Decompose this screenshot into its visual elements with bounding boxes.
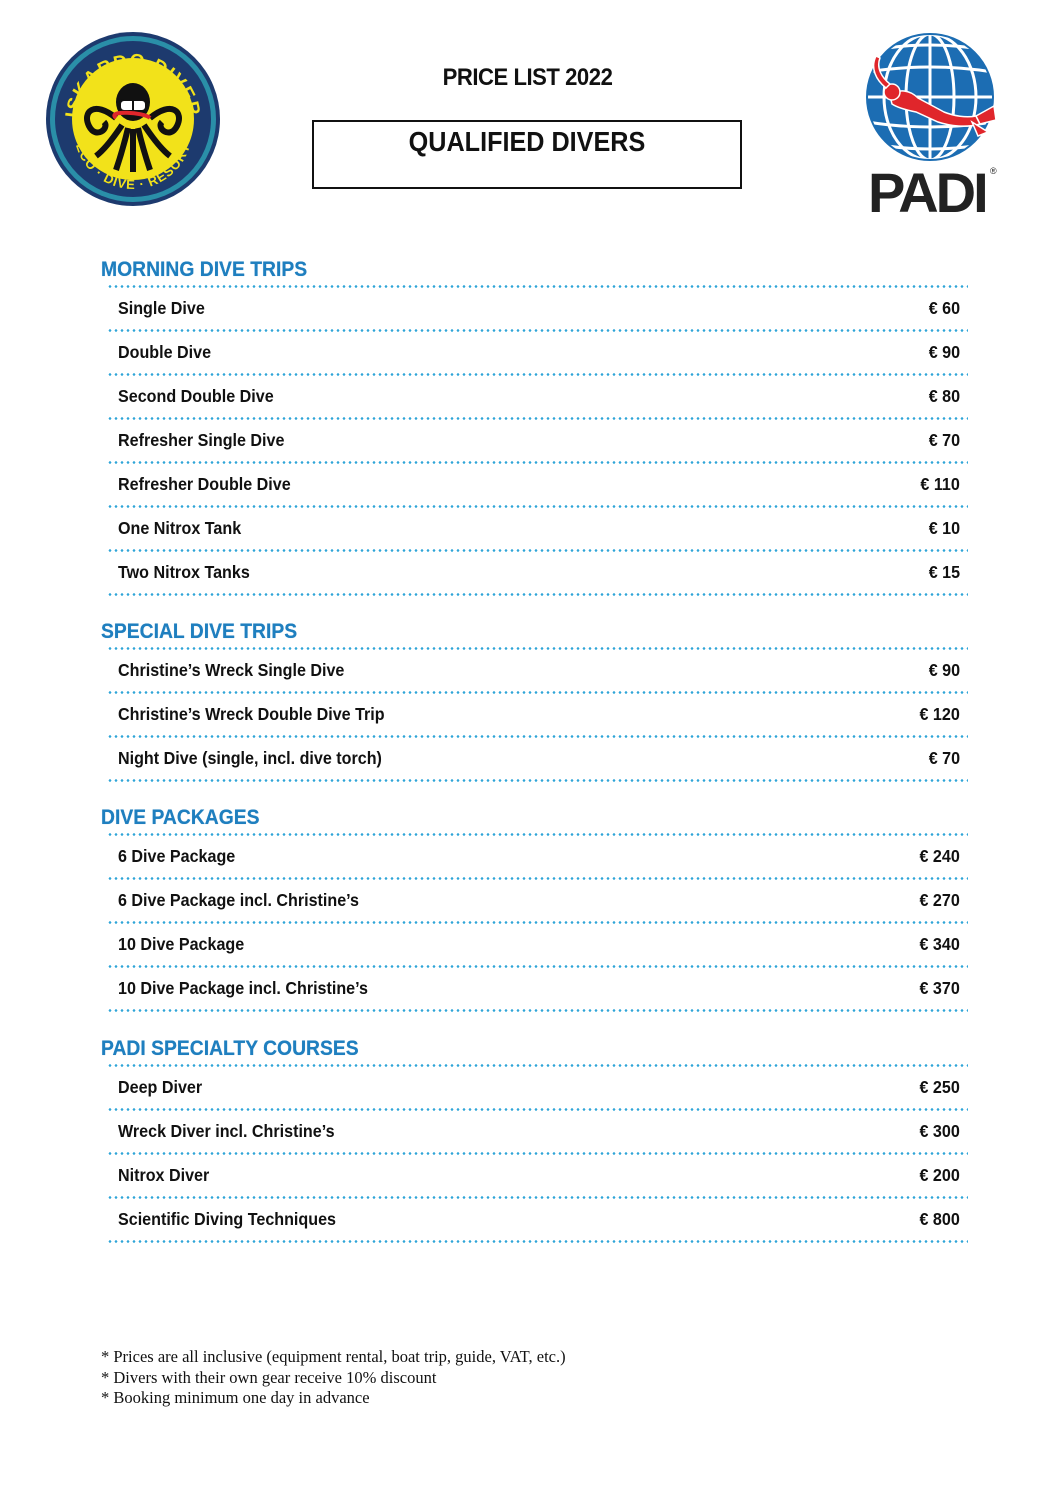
item-label: 6 Dive Package (118, 846, 236, 866)
price-row (100, 1155, 968, 1196)
padi-logo (862, 32, 1000, 218)
footnote: * Divers with their own gear receive 10% discount (101, 1367, 437, 1387)
padi-wordmark: PADI (868, 161, 986, 218)
item-label: Double Dive (118, 342, 212, 362)
item-price: € 70 (928, 430, 960, 450)
item-price: € 90 (928, 342, 960, 362)
item-price: € 270 (919, 890, 960, 910)
item-label: 10 Dive Package incl. Christine’s (118, 978, 368, 998)
item-price: € 370 (919, 978, 960, 998)
item-label: Second Double Dive (118, 386, 274, 406)
fiskardo-divers-logo (44, 30, 222, 208)
price-row (100, 420, 968, 461)
item-price: € 250 (919, 1077, 960, 1097)
item-price: € 15 (928, 562, 960, 582)
item-price: € 110 (920, 474, 960, 494)
dotted-rule (107, 593, 968, 596)
item-label: One Nitrox Tank (118, 518, 242, 538)
price-row (100, 738, 968, 779)
item-label: Two Nitrox Tanks (118, 562, 250, 582)
dotted-rule (107, 1009, 968, 1012)
item-price: € 120 (919, 704, 960, 724)
page-subtitle: QUALIFIED DIVERS (408, 126, 646, 157)
section-padi-specialty-courses (100, 1034, 968, 1243)
item-price: € 80 (928, 386, 960, 406)
item-label: Christine’s Wreck Single Dive (118, 660, 345, 680)
price-row (100, 880, 968, 921)
item-price: € 60 (928, 298, 960, 318)
price-row (100, 376, 968, 417)
price-row (100, 332, 968, 373)
section-title: MORNING DIVE TRIPS (101, 258, 308, 281)
item-price: € 70 (928, 748, 960, 768)
item-label: Refresher Single Dive (118, 430, 285, 450)
price-row (100, 1111, 968, 1152)
item-price: € 10 (928, 518, 960, 538)
dotted-rule (107, 779, 968, 782)
item-label: Nitrox Diver (118, 1165, 210, 1185)
item-label: Night Dive (single, incl. dive torch) (118, 748, 382, 768)
svg-text:FISKARDO DIVERS: ISKARDO DIVER (62, 50, 204, 120)
section-dive-packages (100, 803, 968, 1012)
price-row (100, 508, 968, 549)
section-special-dive-trips (100, 617, 968, 782)
subtitle-box (312, 120, 742, 189)
item-label: Scientific Diving Techniques (118, 1209, 336, 1229)
section-morning-dive-trips (100, 255, 968, 596)
item-price: € 800 (919, 1209, 960, 1229)
price-row (100, 1067, 968, 1108)
price-row (100, 288, 968, 329)
item-label: Deep Diver (118, 1077, 203, 1097)
item-label: 10 Dive Package (118, 934, 245, 954)
page-title: PRICE LIST 2022 (442, 64, 613, 91)
price-row (100, 552, 968, 593)
item-label: Refresher Double Dive (118, 474, 291, 494)
price-row (100, 1199, 968, 1240)
item-price: € 240 (919, 846, 960, 866)
item-price: € 90 (928, 660, 960, 680)
item-price: € 340 (919, 934, 960, 954)
item-price: € 200 (919, 1165, 960, 1185)
item-price: € 300 (919, 1121, 960, 1141)
section-title: DIVE PACKAGES (101, 806, 260, 829)
footnotes (101, 1347, 801, 1409)
item-label: Single Dive (118, 298, 205, 318)
item-label: Christine’s Wreck Double Dive Trip (118, 704, 385, 724)
section-title: SPECIAL DIVE TRIPS (101, 620, 298, 643)
footnote: * Prices are all inclusive (equipment rental, boat trip, guide, VAT, etc.) (101, 1347, 566, 1366)
item-label: Wreck Diver incl. Christine’s (118, 1121, 335, 1141)
footnote: * Booking minimum one day in advance (101, 1388, 370, 1407)
item-label: 6 Dive Package incl. Christine’s (118, 890, 360, 910)
price-row (100, 694, 968, 735)
dotted-rule (107, 1240, 968, 1243)
svg-text:ECO · DIVE · RESORT: ECO · DIVE · RESORT (72, 140, 194, 193)
section-title: PADI SPECIALTY COURSES (101, 1037, 359, 1060)
registered-mark: ® (990, 166, 997, 176)
price-row (100, 968, 968, 1009)
price-row (100, 924, 968, 965)
price-row (100, 650, 968, 691)
price-row (100, 464, 968, 505)
price-row (100, 836, 968, 877)
